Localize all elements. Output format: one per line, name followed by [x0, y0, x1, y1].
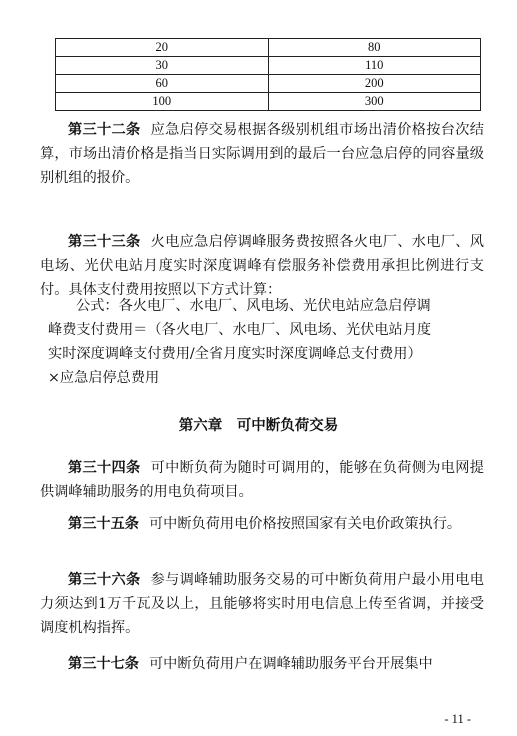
formula-line: 公式：各火电厂、水电厂、风电场、光伏电站应急启停调 — [76, 298, 431, 314]
table-cell: 300 — [268, 93, 481, 111]
table-cell: 20 — [56, 39, 269, 57]
table-row — [56, 57, 481, 75]
table-cell: 110 — [268, 57, 481, 75]
article-heading: 第三十四条 — [68, 460, 141, 476]
article-text: 参与调峰辅助服务交易的可中断负荷用户最小用电电力须达到1万千瓦及以上，且能够将实时用电信息上传至省调，并接受调度机构指挥。 — [40, 572, 484, 636]
table-cell: 100 — [56, 93, 269, 111]
data-table — [55, 38, 481, 111]
article-33 — [40, 230, 484, 302]
article-heading: 第三十五条 — [68, 516, 139, 532]
article-text: 火电应急启停调峰服务费按照各火电厂、水电厂、风电场、光伏电站月度实时深度调峰有偿服务补偿费用承担比例进行支付。具体支付费用按照以下方式计算： — [40, 234, 484, 298]
article-text: 应急启停交易根据各级别机组市场出清价格按台次结算，市场出清价格是指当日实际调用到的最后一台应急启停的同容量级别机组的报价。 — [40, 122, 484, 186]
article-35 — [40, 512, 484, 536]
table-row — [56, 93, 481, 111]
table-cell: 30 — [56, 57, 269, 75]
article-text: 可中断负荷用电价格按照国家有关电价政策执行。 — [148, 516, 462, 532]
formula-block — [40, 294, 484, 390]
article-34 — [40, 456, 484, 504]
table-row — [56, 39, 481, 57]
article-37 — [40, 652, 484, 676]
article-heading: 第三十六条 — [68, 572, 141, 588]
article-36 — [40, 568, 484, 640]
formula-line: 峰费支付费用＝（各火电厂、水电厂、风电场、光伏电站月度 — [48, 322, 432, 338]
formula-line: 实时深度调峰支付费用/全省月度实时深度调峰总支付费用） — [48, 346, 422, 362]
table-cell: 60 — [56, 75, 269, 93]
article-text: 可中断负荷为随时可调用的，能够在负荷侧为电网提供调峰辅助服务的用电负荷项目。 — [40, 460, 484, 500]
article-text: 可中断负荷用户在调峰辅助服务平台开展集中 — [148, 656, 433, 672]
article-heading: 第三十七条 — [68, 656, 139, 672]
table-cell: 200 — [268, 75, 481, 93]
table-cell: 80 — [268, 39, 481, 57]
formula-line: ×应急启停总费用 — [48, 370, 160, 386]
chapter-title: 第六章 可中断负荷交易 — [178, 417, 339, 434]
table-row — [56, 75, 481, 93]
page-number: - 11 - — [444, 712, 471, 726]
article-heading: 第三十二条 — [68, 122, 141, 138]
article-heading: 第三十三条 — [68, 234, 141, 250]
article-32 — [40, 118, 484, 190]
